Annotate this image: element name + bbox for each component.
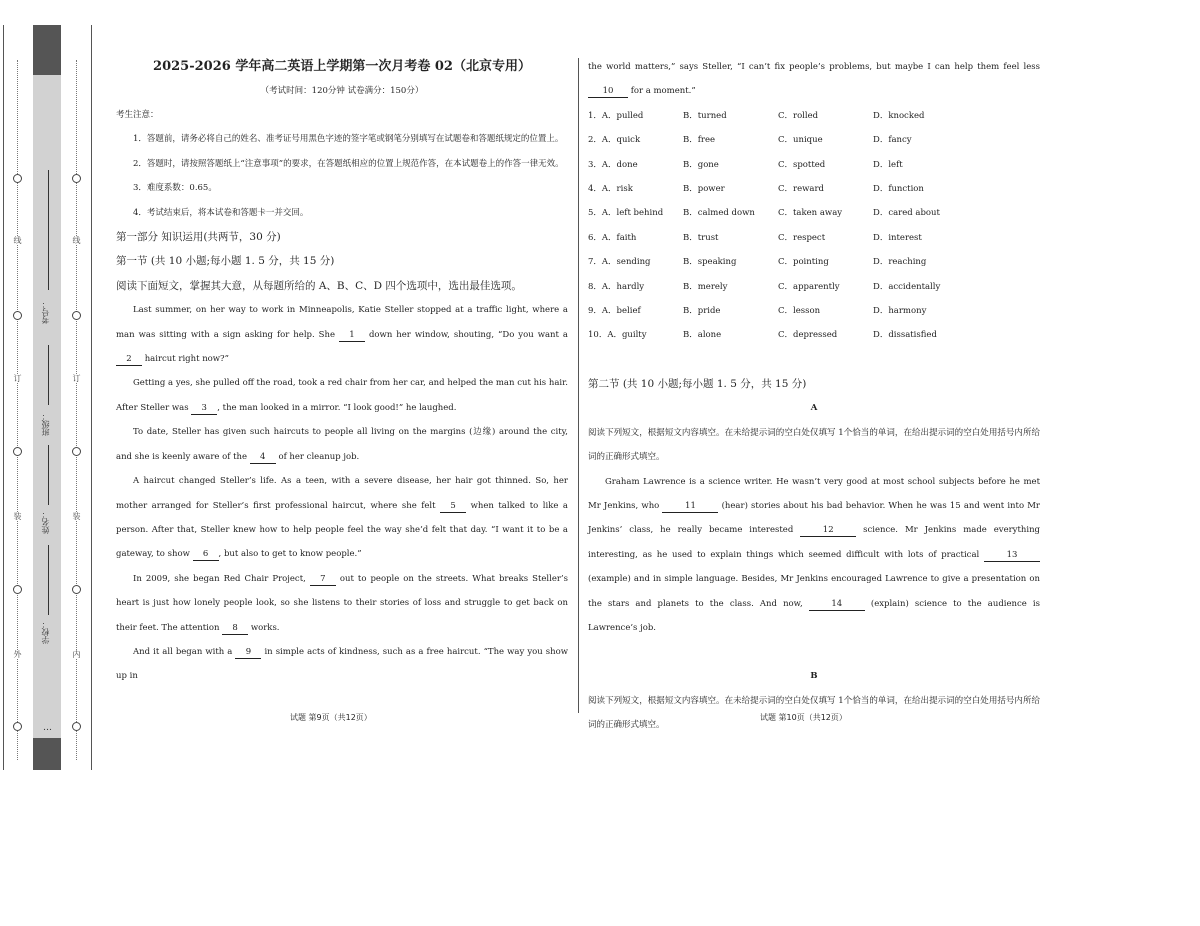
punch-hole-marker bbox=[72, 722, 81, 731]
blank-1: 1 bbox=[339, 329, 365, 342]
option-cell: C．rolled bbox=[778, 110, 819, 121]
option-row bbox=[588, 177, 1040, 201]
passage-text: , but also to get to know people.” bbox=[218, 549, 362, 560]
passage-text: for a moment.” bbox=[628, 86, 696, 97]
passage-text: works. bbox=[248, 622, 280, 633]
option-cell: D．dissatisfied bbox=[873, 330, 937, 341]
name-line bbox=[48, 445, 49, 505]
passage-text: the world matters,” says Steller, “I can’t fix people’s problems, but maybe I can help them feel less bbox=[588, 62, 1040, 72]
passage-text: science. Mr Jenkins made everything interesting, as he used to explain things which seemed difficult with lots of practical bbox=[588, 525, 1040, 560]
punch-hole-marker bbox=[72, 311, 81, 320]
blank-2: 2 bbox=[116, 353, 142, 366]
passage-paragraph bbox=[116, 640, 568, 689]
option-row bbox=[588, 250, 1040, 274]
option-cell: C．taken away bbox=[778, 208, 843, 219]
option-row bbox=[588, 128, 1040, 152]
option-cell: 10．A．guilty bbox=[588, 330, 647, 341]
binding-char-inner: 线 bbox=[72, 236, 81, 244]
option-cell: C．reward bbox=[778, 184, 824, 195]
option-row bbox=[588, 275, 1040, 299]
passage-text: out to people on the streets. What breaks Steller’s heart is just how lonely people look, so she listens to their stories of loss and struggle to get back on their feet. The attention bbox=[116, 573, 568, 633]
exam-title: 2025-2026 学年高二英语上学期第一次月考卷 02（北京专用） bbox=[153, 59, 531, 74]
binding-char-inner: 内 bbox=[72, 650, 81, 658]
passage-paragraph bbox=[588, 470, 1040, 641]
option-cell: 5．A．left behind bbox=[588, 208, 664, 219]
school-label: 学校： bbox=[41, 620, 50, 644]
passage-text: To date, Steller has given such haircuts to people all living on the margins (边缘) around the city, and she is keenly aware of the bbox=[116, 427, 568, 462]
section1-instruction: 阅读下面短文，掌握其大意，从每题所给的 A、B、C、D 四个选项中，选出最佳选项。 bbox=[116, 279, 522, 292]
section2-a-instruction: 阅读下列短文，根据短文内容填空。在未给提示词的空白处仅填写 1个恰当的单词，在给出提示词的空白处用括号内所给词的正确形式填空。 bbox=[588, 427, 1040, 463]
option-cell: 2．A．quick bbox=[588, 135, 641, 146]
passage-text: down her window, shouting, “Do you want a bbox=[365, 329, 568, 340]
page-footer-left: 试题 第9页（共12页） bbox=[290, 713, 372, 722]
option-cell: B．turned bbox=[683, 110, 727, 121]
blank-5: 5 bbox=[440, 500, 466, 513]
section2-a-label: A bbox=[810, 403, 818, 414]
option-cell: B．free bbox=[683, 135, 716, 146]
option-cell: B．gone bbox=[683, 159, 719, 170]
option-cell: B．pride bbox=[683, 306, 721, 317]
option-cell: 9．A．belief bbox=[588, 306, 641, 317]
blank-10: 10 bbox=[588, 85, 628, 98]
option-cell: B．calmed down bbox=[683, 208, 755, 219]
left-page bbox=[116, 55, 568, 689]
option-cell: B．alone bbox=[683, 330, 722, 341]
option-cell: 6．A．faith bbox=[588, 232, 637, 243]
binding-strip bbox=[0, 0, 95, 772]
option-row bbox=[588, 201, 1040, 225]
spacer bbox=[588, 348, 1040, 372]
passage-paragraph bbox=[116, 371, 568, 420]
punch-hole-marker bbox=[72, 585, 81, 594]
binding-border-left bbox=[3, 25, 4, 770]
option-row bbox=[588, 153, 1040, 177]
passage-text: in simple acts of kindness, such as a free haircut. “The way you show up in bbox=[116, 646, 569, 682]
section1-heading: 第一节 (共 10 小题;每小题 1. 5 分，共 15 分) bbox=[116, 255, 335, 268]
option-cell: 1．A．pulled bbox=[588, 110, 644, 121]
option-row bbox=[588, 323, 1040, 347]
binding-char-inner: 订 bbox=[72, 374, 81, 382]
option-cell: C．lesson bbox=[778, 306, 821, 317]
option-cell: C．unique bbox=[778, 135, 823, 146]
punch-hole-marker bbox=[13, 174, 22, 183]
option-cell: C．pointing bbox=[778, 257, 829, 268]
binding-border-right bbox=[91, 25, 92, 770]
blank-9: 9 bbox=[235, 646, 261, 659]
section2-b-instruction: 阅读下列短文，根据短文内容填空。在未给提示词的空白处仅填写 1个恰当的单词，在给出提示词的空白处用括号内所给词的正确形式填空。 bbox=[588, 695, 1040, 731]
binding-char-outer: 线 bbox=[13, 236, 22, 244]
spacer bbox=[588, 640, 1040, 664]
notice-item: 2．答题时，请按照答题纸上“注意事项”的要求，在答题纸相应的位置上规范作答，在本试题卷上的作答一律无效。 bbox=[133, 158, 564, 169]
passage-text: (example) and in simple language. Besides, Mr Jenkins encouraged Lawrence to give a presentation on the stars and planets to the class. And now, bbox=[588, 574, 1040, 609]
option-cell: D．cared about bbox=[873, 208, 940, 219]
option-cell: 7．A．sending bbox=[588, 257, 651, 268]
notice-item: 4．考试结束后，将本试卷和答题卡一并交回。 bbox=[133, 207, 309, 218]
options-body bbox=[588, 104, 1040, 348]
blank-7: 7 bbox=[310, 573, 336, 586]
passage-text: , the man looked in a mirror. “I look good!” he laughed. bbox=[217, 402, 457, 413]
section2-heading: 第二节 (共 10 小题;每小题 1. 5 分，共 15 分) bbox=[588, 377, 807, 390]
passage-text: (explain) science to the audience is Lawrence’s job. bbox=[588, 598, 1040, 633]
option-cell: 8．A．hardly bbox=[588, 281, 645, 292]
option-cell: D．fancy bbox=[873, 135, 912, 146]
exam-number-line bbox=[48, 170, 49, 290]
punch-hole-marker bbox=[13, 722, 22, 731]
blank-12: 12 bbox=[800, 524, 856, 537]
punch-hole-marker bbox=[13, 447, 22, 456]
option-cell: B．trust bbox=[683, 232, 719, 243]
option-cell: D．knocked bbox=[873, 110, 925, 121]
passage-paragraph bbox=[588, 55, 1040, 104]
blank-11: 11 bbox=[662, 500, 718, 513]
passage-text: And it all began with a bbox=[133, 646, 236, 657]
option-cell: D．harmony bbox=[873, 306, 927, 317]
passage-paragraph bbox=[116, 469, 568, 567]
passage-text: (hear) stories about his bad behavior. When he was 15 and went into Mr Jenkins’ class, he really became interested bbox=[588, 500, 1040, 536]
passage-text: Getting a yes, she pulled off the road, took a red chair from her car, and helped the man cut his hair. After Steller was bbox=[116, 378, 568, 413]
binding-band-top bbox=[33, 25, 61, 75]
option-cell: C．depressed bbox=[778, 330, 838, 341]
part1-heading: 第一部分 知识运用(共两节，30 分) bbox=[116, 231, 281, 244]
passage-text: A haircut changed Steller’s life. As a teen, with a severe disease, her hair got thinned. So, her mother arranged for Steller’s first professional haircut, where she felt bbox=[116, 476, 568, 511]
page-divider bbox=[578, 58, 579, 713]
passage-paragraph bbox=[116, 298, 568, 371]
option-cell: C．respect bbox=[778, 232, 826, 243]
class-label: 班级： bbox=[41, 412, 50, 436]
option-cell: D．reaching bbox=[873, 257, 927, 268]
option-cell: C．spotted bbox=[778, 159, 826, 170]
notice-item: 3．难度系数：0.65。 bbox=[133, 183, 217, 194]
option-row bbox=[588, 299, 1040, 323]
passage-text: of her cleanup job. bbox=[275, 451, 360, 462]
school-line bbox=[48, 545, 49, 615]
passage-paragraph bbox=[116, 567, 568, 640]
option-cell: 3．A．done bbox=[588, 159, 638, 170]
blank-8: 8 bbox=[222, 622, 248, 635]
option-cell: 4．A．risk bbox=[588, 184, 633, 195]
page-footer-right: 试题 第10页（共12页） bbox=[760, 713, 847, 722]
binding-char-outer: 外 bbox=[13, 650, 22, 658]
blank-13: 13 bbox=[984, 549, 1040, 562]
notice-item: 1．答题前，请务必将自己的姓名、准考证号用黑色字迹的签字笔或钢笔分别填写在试题卷和答题纸规定的位置上。 bbox=[133, 134, 564, 145]
option-cell: D．left bbox=[873, 159, 903, 170]
option-cell: D．interest bbox=[873, 232, 922, 243]
option-cell: B．speaking bbox=[683, 257, 737, 268]
right-page bbox=[588, 55, 1040, 738]
option-row bbox=[588, 226, 1040, 250]
passage-text: Graham Lawrence is a science writer. He wasn’t very good at most school subjects before he met Mr Jenkins, who bbox=[588, 476, 1040, 511]
blank-4: 4 bbox=[250, 451, 276, 464]
blank-6: 6 bbox=[193, 548, 219, 561]
passage-text: Last summer, on her way to work in Minneapolis, Katie Steller stopped at a traffic light, where a man was sitting with a sign asking for help. She bbox=[116, 305, 568, 340]
punch-hole-marker bbox=[13, 585, 22, 594]
name-label: 姓名： bbox=[41, 510, 50, 534]
binding-char-inner: 装 bbox=[72, 512, 81, 520]
binding-band-mark: … bbox=[43, 723, 52, 733]
punch-hole-marker bbox=[13, 311, 22, 320]
notice-heading: 考生注意： bbox=[116, 110, 159, 120]
exam-info: （考试时间：120分钟 试卷满分：150分） bbox=[260, 86, 424, 96]
section2-b-label: B bbox=[810, 671, 818, 682]
option-cell: B．power bbox=[683, 184, 725, 195]
punch-hole-marker bbox=[72, 174, 81, 183]
option-cell: D．function bbox=[873, 184, 924, 195]
options-table bbox=[588, 104, 1040, 348]
blank-14: 14 bbox=[809, 598, 865, 611]
binding-char-outer: 装 bbox=[13, 512, 22, 520]
binding-band bbox=[33, 25, 61, 770]
binding-band-bottom bbox=[33, 738, 61, 770]
option-row bbox=[588, 104, 1040, 128]
passage-text: when talked to like a person. After that, Steller knew how to help people feel the way she’d felt that day. “I want it to be a gateway, to show bbox=[116, 500, 568, 560]
option-cell: D．accidentally bbox=[873, 281, 941, 292]
binding-char-outer: 订 bbox=[13, 374, 22, 382]
option-cell: C．apparently bbox=[778, 281, 840, 292]
blank-3: 3 bbox=[191, 402, 217, 415]
exam-number-label: 考号： bbox=[41, 300, 50, 324]
class-line bbox=[48, 345, 49, 405]
option-cell: B．merely bbox=[683, 281, 728, 292]
punch-hole-marker bbox=[72, 447, 81, 456]
passage-text: In 2009, she began Red Chair Project, bbox=[133, 573, 310, 584]
passage-text: haircut right now?” bbox=[142, 354, 229, 365]
passage-paragraph bbox=[116, 420, 568, 469]
